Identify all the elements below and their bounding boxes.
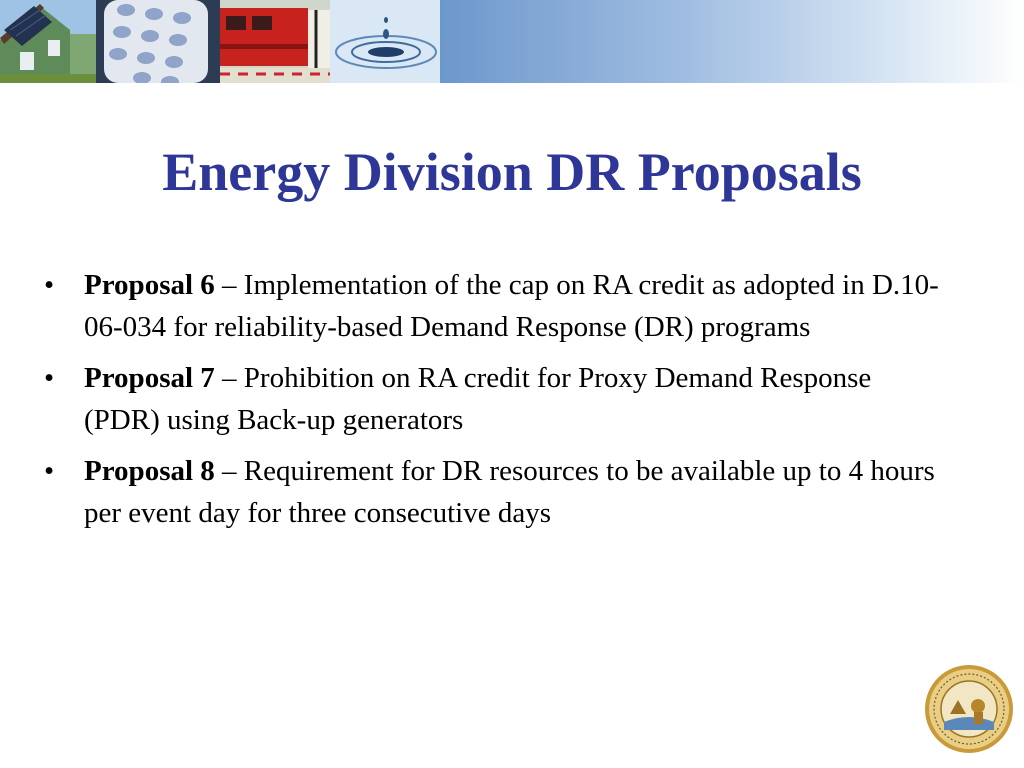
header-banner xyxy=(0,0,1024,83)
proposal-list xyxy=(44,264,944,543)
phone-keypad-photo xyxy=(96,0,220,83)
train-photo xyxy=(220,0,330,83)
list-item xyxy=(44,357,944,441)
slide-title: Energy Division DR Proposals xyxy=(162,142,862,202)
proposal-description: – Implementation of the cap on RA credit as adopted in D.10-06-034 for reliability-based Demand Response (DR) programs xyxy=(84,269,939,343)
water-drop-photo xyxy=(330,0,440,83)
bullet-icon: • xyxy=(44,362,55,394)
list-item xyxy=(44,264,944,348)
bullet-icon: • xyxy=(44,455,55,487)
banner-gradient xyxy=(440,0,1024,83)
list-item xyxy=(44,450,944,534)
proposal-heading: Proposal 6 xyxy=(84,269,215,301)
proposal-description: – Prohibition on RA credit for Proxy Demand Response (PDR) using Back-up generators xyxy=(84,362,872,436)
proposal-description: – Requirement for DR resources to be available up to 4 hours per event day for three consecutive days xyxy=(84,455,935,529)
proposal-heading: Proposal 8 xyxy=(84,455,215,487)
bullet-icon: • xyxy=(44,269,55,301)
proposal-heading: Proposal 7 xyxy=(84,362,215,394)
california-puc-seal-icon xyxy=(924,664,1014,754)
solar-house-photo xyxy=(0,0,96,83)
